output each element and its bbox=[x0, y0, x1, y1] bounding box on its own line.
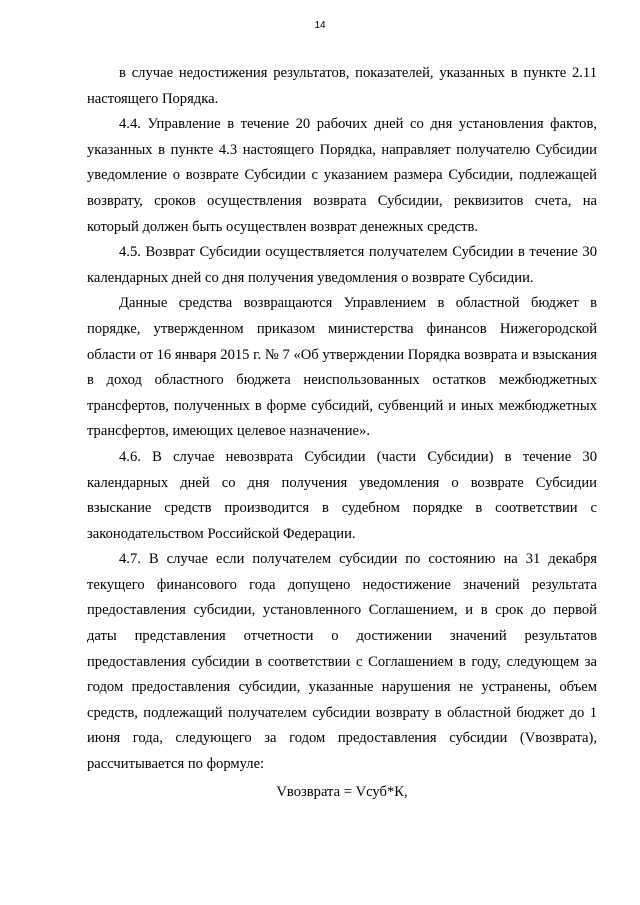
formula: Vвозврата = Vсуб*К, bbox=[276, 783, 408, 800]
paragraph-4-5: 4.5. Возврат Субсидии осуществляется получателем Субсидии в течение 30 календарных дней со дня получения уведомления о возврате Субсидии. bbox=[87, 244, 597, 286]
paragraph-continuation: в случае недостижения результатов, показателей, указанных в пункте 2.11 настоящего Порядка. bbox=[87, 65, 597, 107]
page-number: 14 bbox=[314, 20, 326, 31]
paragraph-return-procedure: Данные средства возвращаются Управлением в областной бюджет в порядке, утвержденном приказом министерства финансов Нижегородской области от 16 января 2015 г. № 7 «Об утверждении Порядка возврата и взыскания в доход областного бюджета неиспользованных остатков межбюджетных трансфертов, полученных в форме субсидий, субвенций и иных межбюджетных трансфертов, имеющих целевое назначение». bbox=[87, 295, 597, 440]
document-body bbox=[87, 61, 597, 805]
paragraph-4-4: 4.4. Управление в течение 20 рабочих дней со дня установления фактов, указанных в пункте 4.3 настоящего Порядка, направляет получателю Субсидии уведомление о возврате Субсидии с указанием размера Субсидии, подлежащей возврату, сроков осуществления возврата Субсидии, реквизитов счета, на который должен быть осуществлен возврат денежных средств. bbox=[87, 116, 597, 235]
paragraph-4-6: 4.6. В случае невозврата Субсидии (части Субсидии) в течение 30 календарных дней со дня получения уведомления о возврате Субсидии взыскание средств производится в судебном порядке в соответствии с законодательством Российской Федерации. bbox=[87, 448, 597, 542]
paragraph-4-7: 4.7. В случае если получателем субсидии по состоянию на 31 декабря текущего финансового года допущено недостижение значений результата предоставления субсидии, установленного Соглашением, и в срок до первой даты представления отчетности о достижении значений результатов предоставления субсидии в соответствии с Соглашением в году, следующем за годом предоставления субсидии, указанные нарушения не устранены, объем средств, подлежащий получателем субсидии возврату в областной бюджет до 1 июня года, следующего за годом предоставления субсидии (Vвозврата), рассчитывается по формуле: bbox=[87, 551, 597, 773]
